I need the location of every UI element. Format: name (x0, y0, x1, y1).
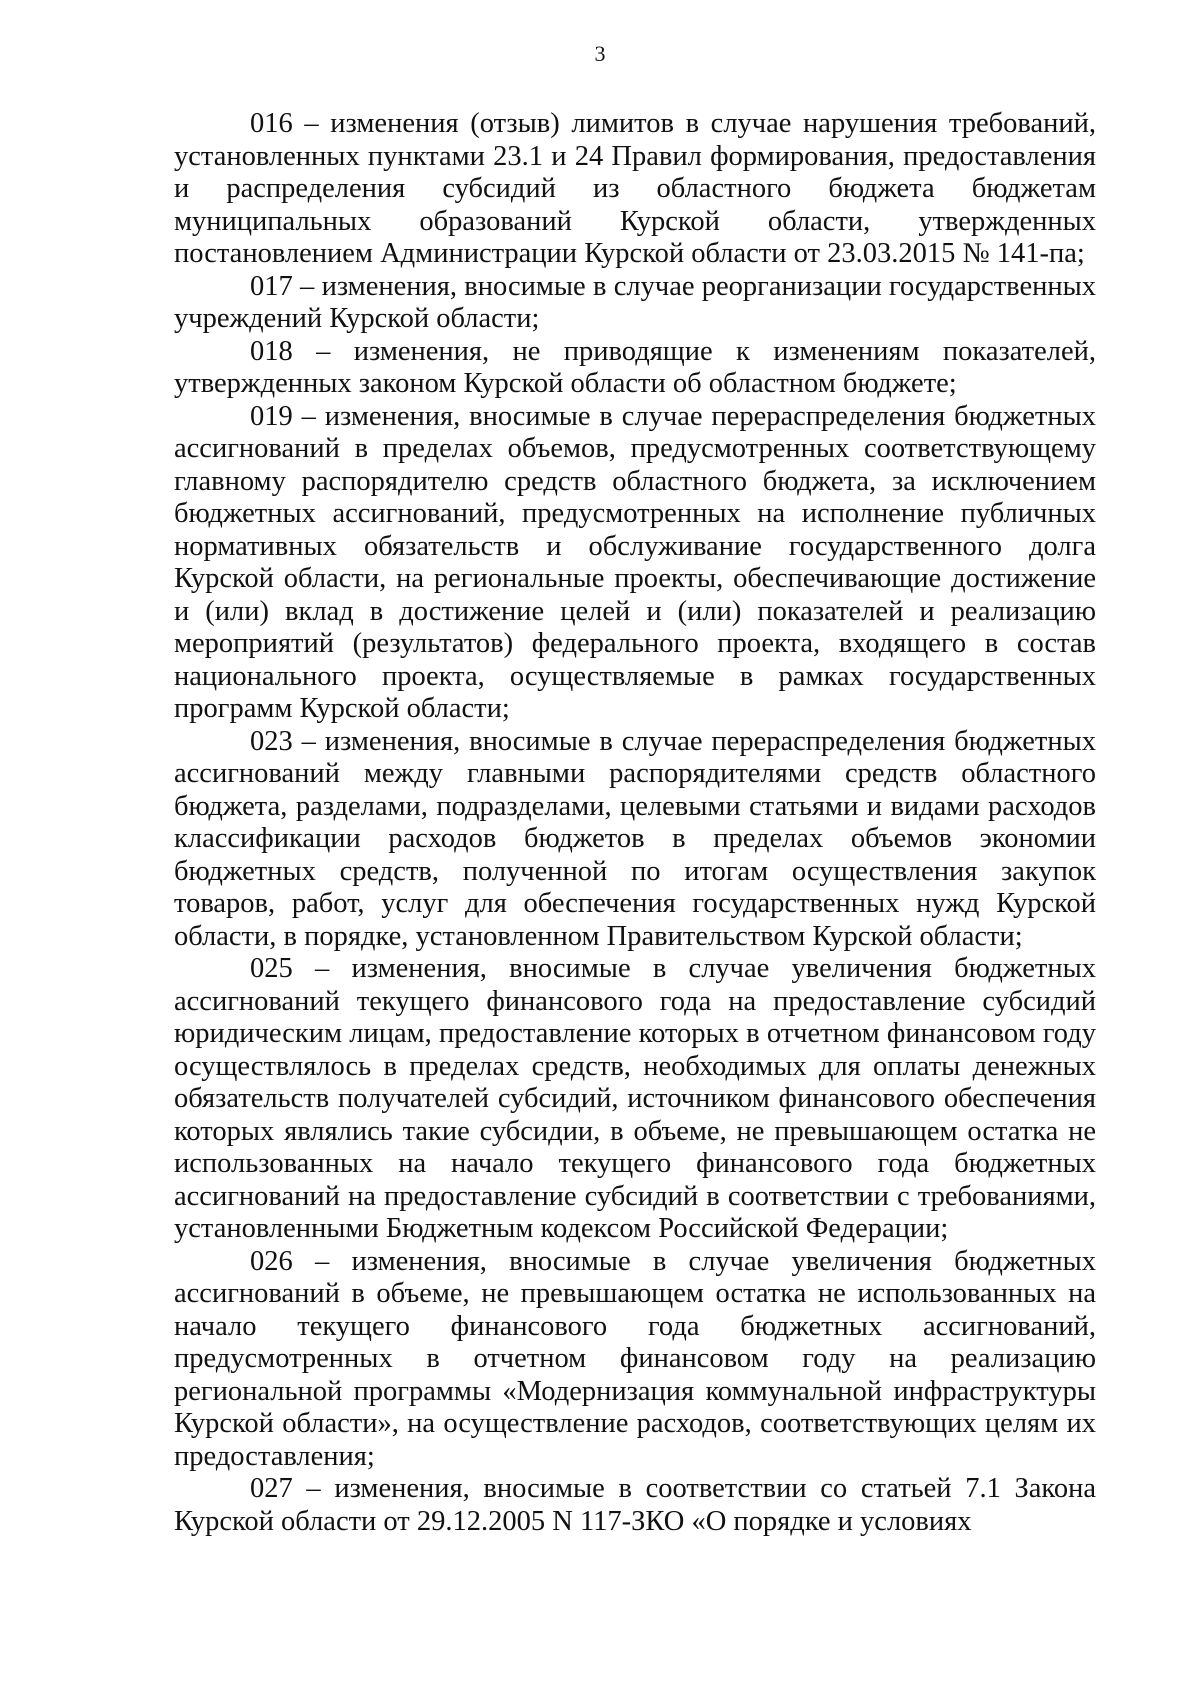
paragraph-017: 017 – изменения, вносимые в случае реорганизации государственных учреждений Курской области; (174, 270, 1096, 334)
document-body (174, 108, 1096, 1538)
paragraph-027: 027 – изменения, вносимые в соответствии со статьей 7.1 Закона Курской области от 29.12.2005 N 117-ЗКО «О порядке и условиях (174, 1473, 1096, 1537)
paragraph-025: 025 – изменения, вносимые в случае увеличения бюджетных ассигнований текущего финансового года на предоставление субсидий юридическим лицам, предоставление которых в отчетном финансовом году осуществлялось в пределах средств, необходимых для оплаты денежных обязательств получателей субсидий, источником финансового обеспечения которых являлись такие субсидии, в объеме, не превышающем остатка не использованных на начало текущего финансового года бюджетных ассигнований на предоставление субсидий в соответствии с требованиями, установленными Бюджетным кодексом Российской Федерации; (174, 953, 1096, 1244)
paragraph-026: 026 – изменения, вносимые в случае увеличения бюджетных ассигнований в объеме, не превышающем остатка не использованных на начало текущего финансового года бюджетных ассигнований, предусмотренных в отчетном финансовом году на реализацию региональной программы «Модернизация коммунальной инфраструктуры Курской области», на осуществление расходов, соответствующих целям их предоставления; (174, 1245, 1096, 1472)
paragraph-018: 018 – изменения, не приводящие к изменениям показателей, утвержденных законом Курской области об областном бюджете; (174, 335, 1096, 399)
paragraph-023: 023 – изменения, вносимые в случае перераспределения бюджетных ассигнований между главными распорядителями средств областного бюджета, разделами, подразделами, целевыми статьями и видами расходов классификации расходов бюджетов в пределах объемов экономии бюджетных средств, полученной по итогам осуществления закупок товаров, работ, услуг для обеспечения государственных нужд Курской области, в порядке, установленном Правительством Курской области; (174, 725, 1096, 952)
paragraph-016: 016 – изменения (отзыв) лимитов в случае нарушения требований, установленных пунктами 23.1 и 24 Правил формирования, предоставления и распределения субсидий из областного бюджета бюджетам муниципальных образований Курской области, утвержденных постановлением Администрации Курской области от 23.03.2015 № 141-па; (174, 108, 1096, 269)
paragraph-019: 019 – изменения, вносимые в случае перераспределения бюджетных ассигнований в пределах объемов, предусмотренных соответствующему главному распорядителю средств областного бюджета, за исключением бюджетных ассигнований, предусмотренных на исполнение публичных нормативных обязательств и обслуживание государственного долга Курской области, на региональные проекты, обеспечивающие достижение и (или) вклад в достижение целей и (или) показателей и реализацию мероприятий (результатов) федерального проекта, входящего в состав национального проекта, осуществляемые в рамках государственных программ Курской области; (174, 400, 1096, 724)
page-number: 3 (594, 41, 606, 66)
